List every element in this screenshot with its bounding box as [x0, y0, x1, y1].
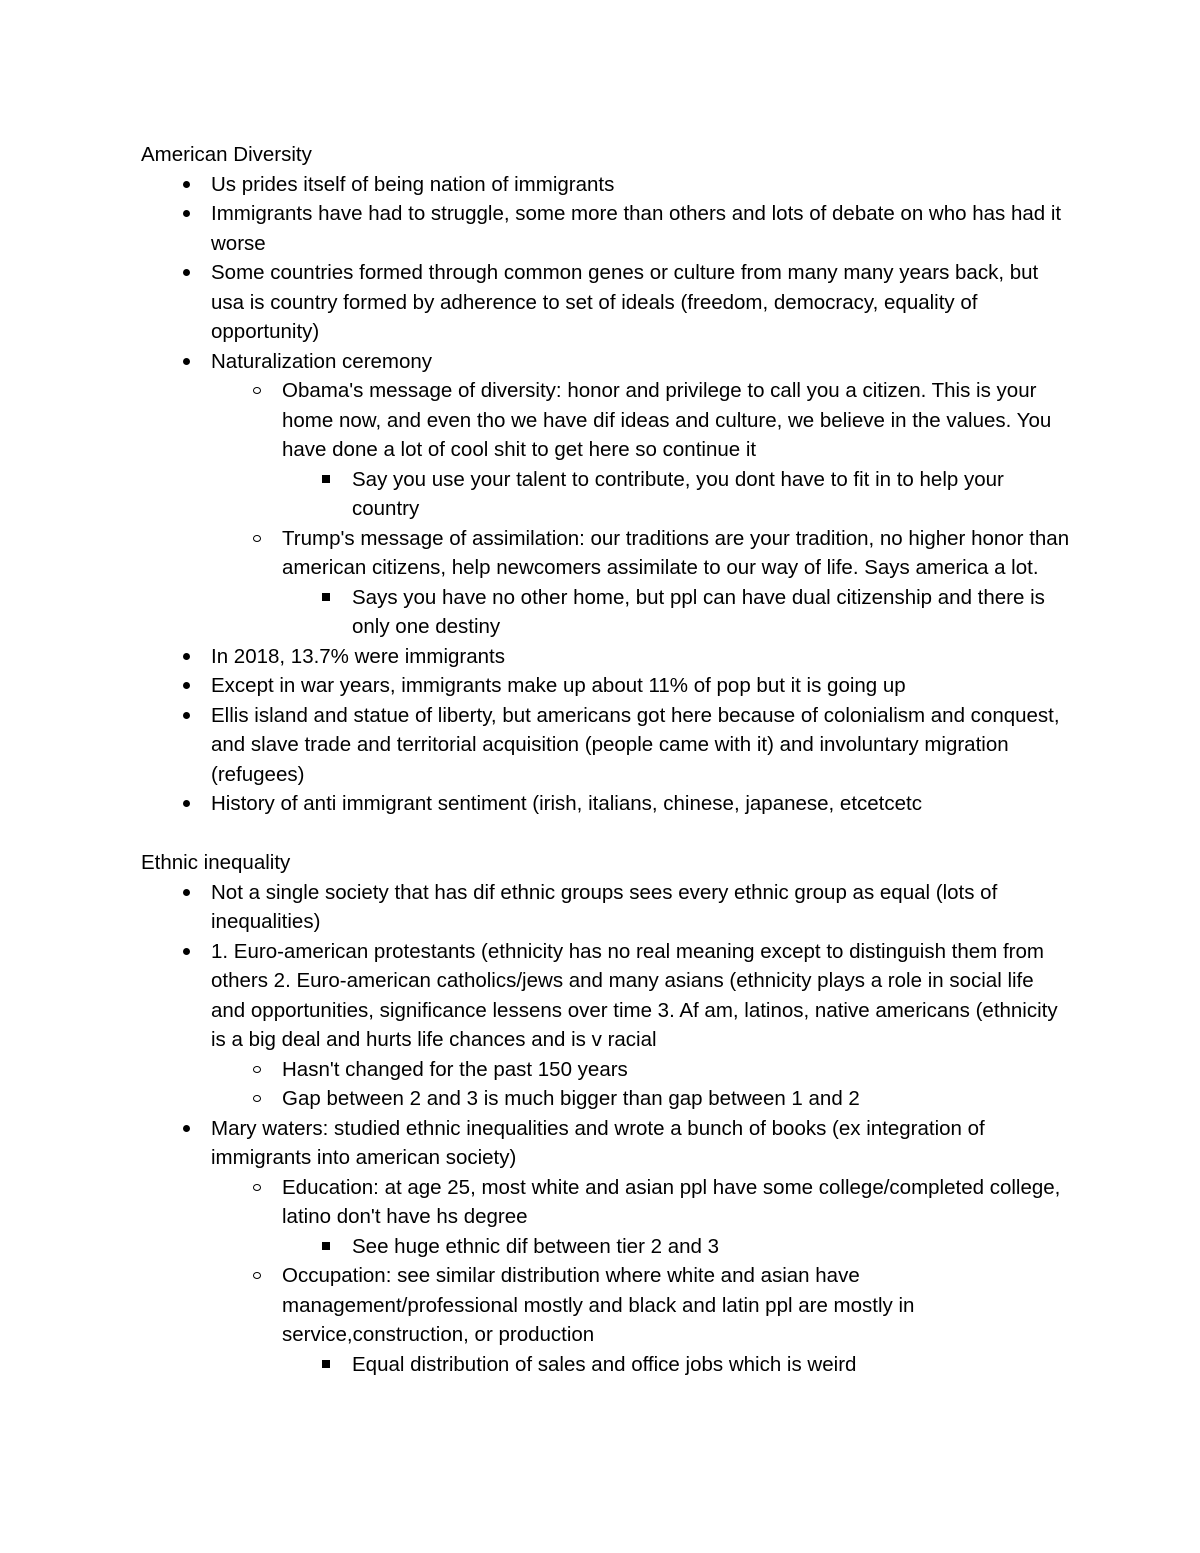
bullet-dot-icon [176, 937, 196, 967]
list-item-text: Obama's message of diversity: honor and privilege to call you a citizen. This is your home now, and even tho we have dif ideas and culture, we believe in the values. You have done a lot of cool shit to get here so continue it [282, 379, 1052, 461]
bullet-list-level-1 [141, 878, 1071, 1380]
list-item-text: Ellis island and statue of liberty, but americans got here because of colonialism and conquest, and slave trade and territorial acquisition (people came with it) and involuntary migration (refugees) [211, 703, 1060, 786]
bullet-dot-icon [176, 878, 196, 908]
bullet-dot-icon [176, 258, 196, 288]
list-item [211, 1114, 1071, 1380]
bullet-dot-icon [176, 671, 196, 701]
bullet-dot-icon [176, 199, 196, 229]
list-item [211, 789, 1071, 819]
list-item [282, 1084, 1071, 1114]
list-item [282, 1261, 1071, 1379]
list-item-text: 1. Euro-american protestants (ethnicity has no real meaning except to distinguish them from others 2. Euro-american catholics/jews and many asians (ethnicity plays a role in social life and opportunities, significance lessens over time 3. Af am, latinos, native americans (ethnicity is a big deal and hurts life chances and is v racial [211, 939, 1058, 1051]
list-item [211, 199, 1071, 258]
section [141, 848, 1071, 1379]
bullet-list-level-3 [282, 583, 1071, 642]
bullet-dot-icon [176, 701, 196, 731]
list-item-text: Occupation: see similar distribution where white and asian have management/professional mostly and black and latin ppl are mostly in service,construction, or production [282, 1264, 915, 1346]
section-heading: Ethnic inequality [141, 851, 291, 874]
bullet-list-level-2 [211, 1173, 1071, 1380]
section-heading: American Diversity [141, 143, 312, 166]
document-page [141, 140, 1071, 1379]
list-item-text: Naturalization ceremony [211, 349, 433, 373]
list-item [211, 701, 1071, 790]
list-item [352, 465, 1071, 524]
list-item-text: Mary waters: studied ethnic inequalities and wrote a bunch of books (ex integration of immigrants into american society) [211, 1116, 985, 1169]
list-item-text: Trump's message of assimilation: our traditions are your tradition, no higher honor than american citizens, help newcomers assimilate to our way of life. Says america a lot. [282, 526, 1070, 579]
list-item [282, 1055, 1071, 1085]
list-item-text: Say you use your talent to contribute, you dont have to fit in to help your country [352, 467, 1004, 520]
list-item-text: See huge ethnic dif between tier 2 and 3 [352, 1234, 719, 1258]
bullet-circle-icon [247, 1173, 267, 1203]
list-item-text: Some countries formed through common genes or culture from many many years back, but usa is country formed by adherence to set of ideals (freedom, democracy, equality of opportunity) [211, 261, 1039, 343]
list-item [352, 1232, 1071, 1262]
list-item [211, 170, 1071, 200]
list-item-text: Equal distribution of sales and office jobs which is weird [352, 1352, 857, 1376]
list-item-text: Us prides itself of being nation of immigrants [211, 172, 615, 196]
list-item [211, 671, 1071, 701]
bullet-dot-icon [176, 789, 196, 819]
bullet-dot-icon [176, 347, 196, 377]
list-item-text: Not a single society that has dif ethnic groups sees every ethnic group as equal (lots of inequalities) [211, 880, 998, 933]
list-item [282, 524, 1071, 642]
bullet-square-icon [316, 465, 336, 495]
list-item [282, 1173, 1071, 1262]
bullet-square-icon [316, 583, 336, 613]
list-item [211, 937, 1071, 1114]
list-item [211, 347, 1071, 642]
bullet-list-level-3 [282, 1232, 1071, 1262]
bullet-list-level-3 [282, 465, 1071, 524]
bullet-circle-icon [247, 376, 267, 406]
list-item [211, 258, 1071, 347]
list-item [282, 376, 1071, 524]
list-item [352, 1350, 1071, 1380]
list-item-text: In 2018, 13.7% were immigrants [211, 644, 505, 668]
list-item-text: Says you have no other home, but ppl can have dual citizenship and there is only one destiny [352, 585, 1045, 638]
list-item-text: Except in war years, immigrants make up about 11% of pop but it is going up [211, 674, 906, 697]
list-item-text: History of anti immigrant sentiment (irish, italians, chinese, japanese, etcetcetc [211, 792, 922, 815]
list-item [211, 878, 1071, 937]
bullet-dot-icon [176, 1114, 196, 1144]
list-item-text: Hasn't changed for the past 150 years [282, 1057, 628, 1081]
bullet-list-level-1 [141, 170, 1071, 819]
bullet-circle-icon [247, 1055, 267, 1085]
bullet-list-level-3 [282, 1350, 1071, 1380]
bullet-circle-icon [247, 1261, 267, 1291]
bullet-list-level-2 [211, 1055, 1071, 1114]
list-item-text: Education: at age 25, most white and asian ppl have some college/completed college, latino don't have hs degree [282, 1175, 1061, 1228]
list-item [352, 583, 1071, 642]
list-item-text: Immigrants have had to struggle, some more than others and lots of debate on who has had it worse [211, 202, 1062, 255]
bullet-circle-icon [247, 524, 267, 554]
section [141, 140, 1071, 819]
bullet-dot-icon [176, 170, 196, 200]
list-item-text: Gap between 2 and 3 is much bigger than gap between 1 and 2 [282, 1087, 860, 1110]
list-item [211, 642, 1071, 672]
bullet-dot-icon [176, 642, 196, 672]
bullet-list-level-2 [211, 376, 1071, 642]
bullet-square-icon [316, 1232, 336, 1262]
bullet-circle-icon [247, 1084, 267, 1114]
bullet-square-icon [316, 1350, 336, 1380]
blank-line [141, 819, 1071, 849]
